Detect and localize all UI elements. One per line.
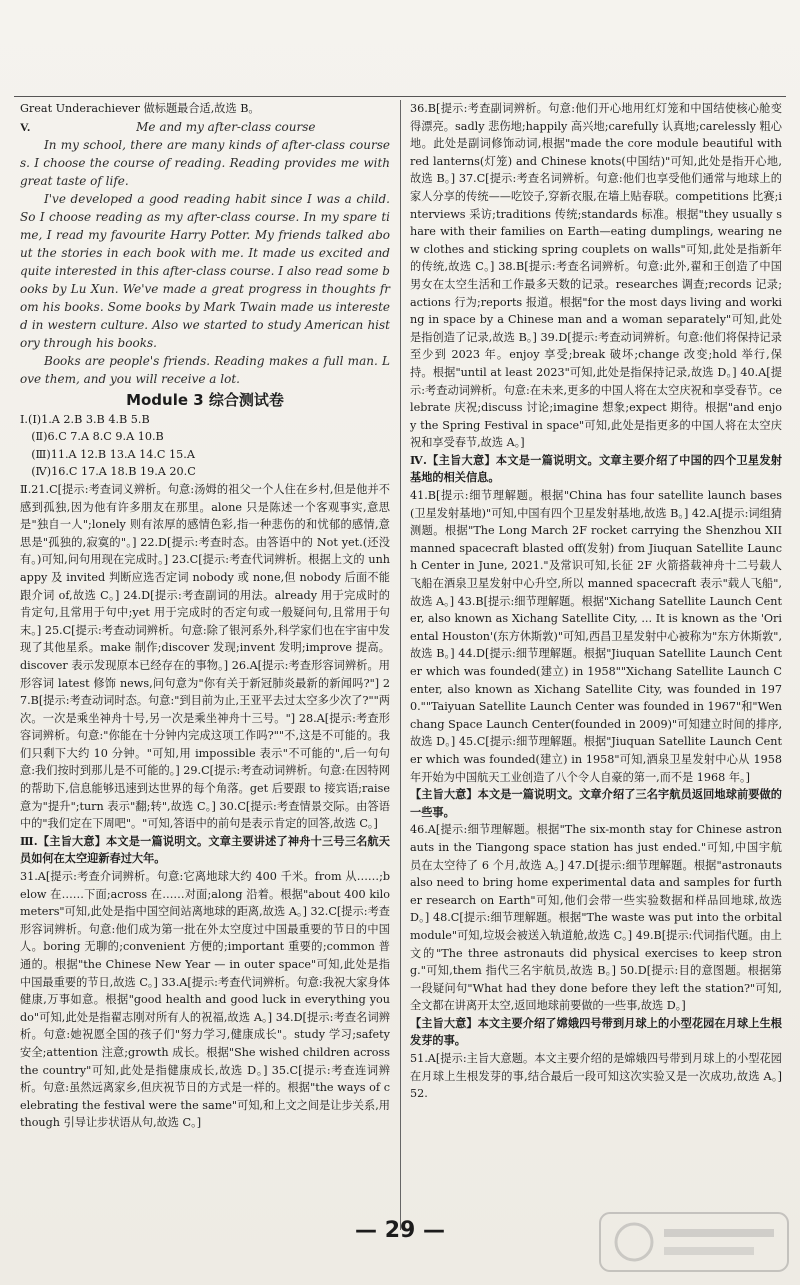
part-4-explanations-a: 41.B[提示:细节理解题。根据"China has four satellite launch bases(卫星发射基地)"可知,中国有四个卫星发射基地,故选 B。] 42.A[提示:词组猜测题。根据"The Long March 2F rocket carrying the Shenzhou XII manned spacecraft blasted off(发射) from Jiuquan Satellite Launch Center in June, 2021."及常识可知,长征 2F 火箭搭载神舟十二号载人飞船在酒泉卫星发射中心升空,所以 manned spacecraft 表示"载人飞船",故选 A。] 43.B[提示:细节理解题。根据"Xichang Satellite Launch Center, also known as Xichang Satellite City, ... It is known as the 'Oriental Houston'(东方休斯敦)"可知,西昌卫星发射中心被称为"东方休斯敦",故选 B。] 44.D[提示:细节理解题。根据"Jiuquan Satellite Launch Center which was founded(建立) in 1958""Xichang Satellite Launch Center, also known as Xichang Satellite City, was founded in 1970.""Taiyuan Satellite Launch Center was founded in 1967"和"Wenchang Space Launch Center(founded in 2009)"可知建立时间的排序,故选 D。] 45.C[提示:细节理解题。根据"Jiuquan Satellite Launch Center which was founded(建立) in 1958"可知,酒泉卫星发射中心从 1958 年开始为中国航天工业创造了八个令人自豪的第一,而不是 1968 年。] [410, 489, 782, 784]
answers-row-1: I.(Ⅰ)1.A 2.B 3.B 4.B 5.B [20, 412, 150, 426]
module-title: Module 3 综合测试卷 [126, 390, 284, 409]
left-column [20, 100, 390, 1132]
answers-row-3: (Ⅲ)11.A 12.B 13.A 14.C 15.A [31, 447, 195, 461]
essay-title: Me and my after-class course [136, 119, 316, 134]
part-4-explanations-b: 46.A[提示:细节理解题。根据"The six-month stay for Chinese astronauts in the Tiangong space station has just ended."可知,中国宇航员在太空待了 6 个月,故选 A。] 47.D[提示:细节理解题。根据"astronauts also need to bring home experimental data and samples for further research on Earth"可知,他们会带一些实验数据和样品回地球,故选 D。] 48.C[提示:细节理解题。根据"The waste was put into the orbital module"可知,垃圾会被送入轨道舱,故选 C。] 49.B[提示:代词指代题。由上文的"The three astronauts did physical exercises to keep strong."可知,them 指代三名宇航员,故选 B。] 50.D[提示:目的意图题。根据第一段疑问句"What had they done before they left the station?"可知,全文都在讲离开太空,返回地球前要做的一些事,故选 D。] [410, 823, 782, 1013]
watermark-logo-icon [594, 1207, 794, 1277]
part-4-main-idea-3: 【主旨大意】本文主要介绍了嫦娥四号带到月球上的小型花园在月球上生根发芽的事。 [410, 1015, 782, 1048]
answers-row-4: (Ⅳ)16.C 17.A 18.B 19.A 20.C [31, 465, 196, 479]
part-3-explanations: 31.A[提示:考查介词辨析。句意:它离地球大约 400 千米。from 从……;below 在……下面;across 在……对面;along 沿着。根据"about 400 kilometers"可知,此处是指中国空间站离地球的距离,故选 A。] 32.C[提示:考查形容词辨析。句意:他们成为第一批在外太空度过中国最重要的节日的中国人。boring 无聊的;convenient 方便的;important 重要的;common 普通的。根据"the Chinese New Year — in outer space"可知,此处是指中国最重要的节日,故选 C。] 33.A[提示:考查代词辨析。句意:我祝大家身体健康,万事如意。根据"good health and good luck in everything you do"可知,此处是指翟志刚对所有人的祝福,故选 A。] 34.D[提示:考查名词辨析。句意:她祝愿全国的孩子们"努力学习,健康成长"。study 学习;safety 安全;attention 注意;growth 成长。根据"She wished children across the country"可知,此处是指健康成长,故选 D。] 35.C[提示:考查连词辨析。句意:虽然远离家乡,但庆祝节日的方式是一样的。根据"the ways of celebrating the festival were the same"可知,和上文之间是让步关系,用 though 引导让步状语从句,故选 C。] [20, 870, 390, 1130]
column-divider [400, 100, 401, 1230]
section-v-label: V. [20, 119, 31, 134]
right-column [410, 100, 782, 1103]
answers-row-2: (Ⅱ)6.C 7.A 8.C 9.A 10.B [31, 430, 164, 444]
essay-paragraph-3: Books are people's friends. Reading makes a full man. Love them, and you will receive a lot. [20, 353, 390, 386]
essay-paragraph-2: I've developed a good reading habit since I was a child. So I choose reading as my after-class course. In my spare time, I read my favourite Harry Potter. My friends talked about the stories in each book with me. It made us excited and quite interested in this after-class course. I also read some books by Lu Xun. We've made a great progress in thoughts from his books. Some books by Mark Twain made us interested in western culture. Also we started to study American history through his books. [20, 191, 390, 350]
part-2-explanations: Ⅱ.21.C[提示:考查词义辨析。句意:汤姆的祖父一个人住在乡村,但是他并不感到孤独,因为他有许多朋友在那里。alone 只是陈述一个客观事实,意思是"独自一人";lonely 则有浓厚的感情色彩,指一种悲伤的和忧郁的感情,意思是"孤独的,寂寞的"。] 22.D[提示:考查时态。由答语中的 Not yet.(还没有。)可知,问句用现在完成时。] 23.C[提示:考查代词辨析。根据上文的 unhappy 及 invited 判断应选否定词 nobody 或 none,但 nobody 后面不能跟介词 of,故选 C。] 24.D[提示:考查副词的用法。already 用于完成时的肯定句,且常用于句中;yet 用于完成时的否定句或一般疑问句,且常用于句末。] 25.C[提示:考查动词辨析。句意:除了银河系外,科学家们也在宇宙中发现了其他星系。make 制作;discover 发现;invent 发明;improve 提高。discover 表示发现原本已经存在的事物。] 26.A[提示:考查形容词辨析。用形容词 latest 修饰 news,问句意为"你有关于新冠肺炎最新的新闻吗?"] 27.B[提示:考查动词时态。句意:"到目前为止,王亚平去过太空多少次了?""两次。一次是乘坐神舟十号,另一次是乘坐神舟十三号。"] 28.A[提示:考查形容词辨析。句意:"你能在十分钟内完成这项工作吗?""不,这是不可能的。我们只剩下大约 10 分钟。"可知,用 impossible 表示"不可能的",后一句句意:我们按时到那儿是不可能的。] 29.C[提示:考查动词辨析。句意:在因特网的帮助下,信息能够迅速到达世界的每个角落。get 后要跟 to 接宾语;raise 意为"提升";turn 表示"翻;转",故选 C。] 30.C[提示:考查情景交际。由答语中的"我们定在下周吧"。"可知,答语中的前句是表示肯定的回答,故选 C。] [20, 482, 390, 831]
part-4-main-idea: Ⅳ.【主旨大意】本文是一篇说明文。文章主要介绍了中国的四个卫星发射基地的相关信息。 [410, 452, 782, 485]
page-number: — 29 — [355, 1218, 445, 1243]
part-4-explanations-c: 51.A[提示:主旨大意题。本文主要介绍的是嫦娥四号带到月球上的小型花园在月球上生根发芽的事,结合最后一段可知这次实验又是一次成功,故选 A。] 52. [410, 1052, 782, 1101]
essay-heading-row [20, 118, 390, 136]
part-3-explanations-continued: 36.B[提示:考查副词辨析。句意:他们开心地用红灯笼和中国结使核心舱变得漂亮。sadly 悲伤地;happily 高兴地;carefully 认真地;carelessly 粗心地。此处是副词修饰动词,根据"made the core module beautiful with red lanterns(灯笼) and Chinese knots(中国结)"可知,此处是指开心地,故选 B。] 37.C[提示:考查名词辨析。句意:他们也享受他们通常与地球上的家人分享的传统——吃饺子,穿新衣服,在墙上贴春联。competitions 比赛;interviews 采访;traditions 传统;standards 标准。根据"they usually share with their families on Earth—eating dumplings, wearing new clothes and sticking spring couplets on walls"可知,此处是指新年的传统,故选 C。] 38.B[提示:考查名词辨析。句意:此外,翟和王创造了中国男女在太空生活和工作最多天数的记录。researches 调查;records 记录;actions 行为;reports 报道。根据"for the most days living and working in space by a Chinese man and a woman separately"可知,此处是指创造了记录,故选 B。] 39.D[提示:考查动词辨析。句意:他们将保持记录至少到 2023 年。enjoy 享受;break 破坏;change 改变;hold 举行,保持。根据"until at least 2023"可知,此处是指保持记录,故选 D。] 40.A[提示:考查动词辨析。句意:在未来,更多的中国人将在太空庆祝和享受春节。celebrate 庆祝;discuss 讨论;imagine 想象;expect 期待。根据"and enjoy the Spring Festival in space"可知,此处是指更多的中国人将在太空庆祝和享受春节,故选 A。] [410, 102, 782, 450]
v-intro: Great Underachiever 做标题最合适,故选 B。 [20, 102, 260, 115]
essay-paragraph-1: In my school, there are many kinds of after-class courses. I choose the course of reading. Reading provides me with great taste of life. [20, 137, 390, 188]
top-rule [14, 96, 786, 97]
part-3-main-idea: Ⅲ.【主旨大意】本文是一篇说明文。文章主要讲述了神舟十三号三名航天员如何在太空迎新春过大年。 [20, 833, 390, 866]
part-4-main-idea-2: 【主旨大意】本文是一篇说明文。文章介绍了三名宇航员返回地球前要做的一些事。 [410, 787, 782, 819]
